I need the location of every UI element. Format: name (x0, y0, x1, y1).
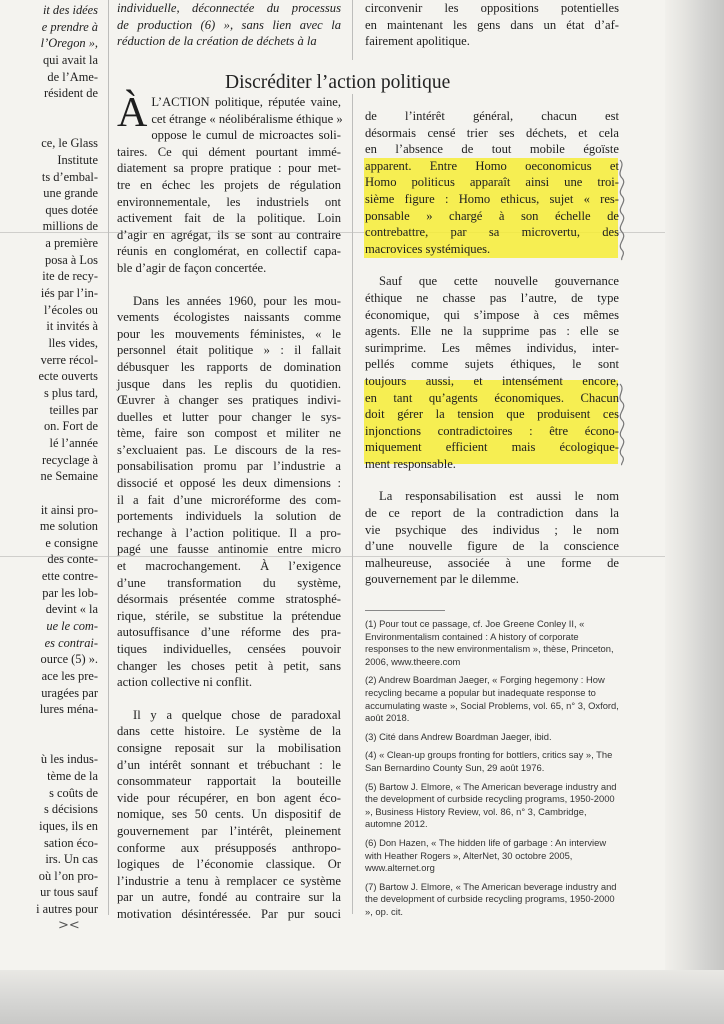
cut-text-line: es contrai- (44, 635, 98, 650)
cut-text-line: par les lob- (42, 585, 98, 600)
margin-squiggle-mark (614, 158, 630, 262)
text-line: de ce report de la contradiction dans la (365, 506, 619, 521)
paragraph-gap (117, 277, 341, 293)
text-line: d’un intérêt sonnant et trébuchant : le (117, 757, 341, 772)
left-cut-column (0, 0, 104, 920)
text-line: d’une nouvelle figure de la conscience (365, 539, 619, 554)
text-line: ble d’agir de façon concertée. (117, 260, 267, 275)
cut-text-line: des conte- (47, 552, 98, 567)
text-line: vie psychique des individus ; le nom (365, 522, 619, 537)
text-line: diatement sa propre pratique : pour met- (117, 161, 341, 176)
text-line: et macrochangement. À l’exigence (117, 559, 341, 574)
cut-text-line: ace les pre- (41, 669, 98, 683)
cut-text-line: irs. Un cas (45, 852, 98, 867)
text-line: vements écologistes naissants comme (117, 310, 341, 325)
cut-text-line: e prendre à (41, 19, 98, 34)
text-line: gouvernement par le dilemme. (365, 572, 519, 587)
text-line: nomique, ses 50 cents. Un dispositif de (117, 807, 341, 822)
text-line: motivation désintéressée. Par pur souci (117, 906, 341, 921)
footnote: (4) « Clean-up groups fronting for bottlers, critics say », The San Bernardino County Sun, 29 août 1976. (365, 749, 613, 773)
text-line: Œuvrer à changer ses pratiques indivi- (117, 393, 341, 408)
cut-text-line: it ainsi pro- (40, 502, 98, 517)
cut-text-line: uragées par (41, 685, 98, 700)
text-line: La responsabilisation est aussi le nom (379, 489, 619, 504)
text-line: gouvernement par l’intérêt, pleinement (117, 823, 341, 838)
text-line: d’agir en agrégat, ils se sont au contraire (117, 227, 341, 242)
cut-text-line: s décisions (43, 802, 98, 817)
cut-text-line: a première (45, 236, 98, 251)
text-line: surimprime. Les mêmes individus, inter- (365, 340, 619, 355)
text-line: toujours aussi, et intensément encore, (365, 373, 619, 388)
text-line: taires. Ce qui dément pourtant immé- (117, 144, 341, 159)
text-line: de production (6) », sans lien avec la (117, 17, 341, 32)
text-line: conforme aux présupposés anthropo- (117, 840, 341, 855)
cut-mark: >< (58, 918, 80, 933)
cut-text-line: ette contre- (41, 569, 98, 584)
footnote: (3) Cité dans Andrew Boardman Jaeger, ibid. (365, 730, 552, 742)
text-line: logiques de l’économie classique. Or (117, 857, 341, 872)
cut-text-line: iques, ils en (39, 818, 98, 833)
text-line: en maintenant les gens dans un état d’af- (365, 17, 619, 32)
footnote: (6) Don Hazen, « The hidden life of garbage : An interview with Heather Rogers », AlterNet, 30 octobre 2005, www.alternet.org (365, 836, 607, 874)
text-line: environnementale, les industriels ont (117, 194, 341, 209)
text-line: par un autre, fondé au contraire sur la (117, 890, 341, 905)
text-line: pagé une fausse antinomie entre micro (117, 542, 341, 557)
cut-text-line: teilles par (49, 402, 98, 417)
footnote: (2) Andrew Boardman Jaeger, « Forging hegemony : How recycling became a popular but inadequate response to accumulating waste », Social Problems, vol. 65, n° 3, Oxford, août 2018. (365, 674, 619, 724)
text-line: fairement apolitique. (365, 34, 470, 49)
text-line: injonctions contradictoires : être écono- (365, 423, 619, 438)
cut-text-line: ques dotée (45, 202, 98, 217)
text-line: d’une transformation du système, (117, 575, 341, 590)
text-line: il a fait d’une microréforme des com- (117, 492, 341, 507)
text-line: rechange à l’action politique. Il a pro- (117, 525, 341, 540)
cut-text-line: verre récol- (40, 352, 98, 367)
cut-text-line: millions de (42, 219, 98, 234)
paragraph-gap (117, 691, 341, 707)
text-line: miquement efficient mais écologique- (365, 440, 619, 455)
text-line: Dans les années 1960, pour les mou- (133, 293, 341, 308)
text-line: action collective ni conflit. (117, 675, 252, 690)
cut-text-line: l’écoles ou (43, 302, 98, 317)
text-line: activement fait de la politique. Loin (117, 211, 341, 226)
paragraph-gap (365, 257, 619, 273)
cut-text-line: sation éco- (43, 835, 98, 850)
cut-text-line: ur tous sauf (40, 885, 98, 900)
text-line: doit gérer la tension que produisent ces (365, 407, 619, 422)
cut-text-line: ite de recy- (42, 269, 98, 284)
text-line: l’industrie a tenu à remplacer ce système (117, 873, 341, 888)
text-line: tème, faire son compost et militer ne (117, 426, 341, 441)
text-line: personnel était politique » : il fallait (117, 343, 341, 358)
text-line: L’ACTION politique, réputée vaine, (151, 95, 341, 109)
text-line: macrovices systémiques. (365, 241, 491, 256)
text-line: dans cette histoire. Le système de la (117, 724, 341, 739)
text-line: dissocié et opposé les deux dimensions : (117, 476, 341, 491)
cut-text-line: tème de la (47, 768, 98, 783)
cut-text-line: lé l’année (49, 435, 98, 450)
cut-text-line: e consigne (45, 535, 98, 550)
text-line: individuelle, déconnectée du processus (117, 1, 341, 15)
footnote: (7) Bartow J. Elmore, « The American beverage industry and the development of curbside recycling programs, 1950-2000 », op. cit. (365, 880, 617, 917)
cut-text-line: ce, le Glass (41, 136, 98, 151)
drop-cap: À (117, 90, 148, 136)
cut-text-line: posa à Los (45, 252, 98, 267)
text-line: agents. Elle ne la supprime pas : elle se (365, 324, 619, 339)
column-rule (108, 0, 109, 915)
column-rule (352, 94, 353, 914)
text-line: débusquer les rapports de domination (117, 359, 341, 374)
cut-text-line: Institute (57, 152, 98, 167)
column-rule (352, 0, 353, 60)
text-line: tre en échec les projets de régulation (117, 177, 341, 192)
margin-squiggle-mark (614, 382, 630, 466)
cut-text-line: it invités à (46, 319, 98, 334)
cut-text-line: qui avait la (42, 52, 98, 67)
cut-text-line: ource (5) ». (40, 652, 98, 667)
text-line: rique, stérile, se substitue la prétendue (117, 608, 341, 623)
text-line: Il y a quelque chose de paradoxal (133, 707, 341, 722)
text-line: duelles et lutter pour changer le sys- (117, 409, 341, 424)
text-line: ment responsable. (365, 456, 456, 471)
text-line: sième figure : Homo ethicus, sujet « res- (365, 191, 619, 206)
text-line: vide pour récupérer, en bon agent éco- (117, 790, 341, 805)
text-line: cet étrange « néolibéralisme éthique » (151, 111, 343, 126)
cut-text-line: iés par l’in- (40, 286, 98, 301)
text-line: pellés comme sujets éthiques, le sont (365, 357, 619, 372)
cut-text-line: lles vides, (48, 336, 98, 350)
cut-text-line: it des idées (42, 3, 98, 17)
cut-text-line: résident de (43, 86, 98, 101)
text-line: en l’absence de tout mobile égoïste (365, 142, 619, 157)
text-line: consommateur rapportait la bouteille (117, 774, 341, 789)
text-line: éthique ne chasse pas l’autre, de type (365, 290, 619, 305)
text-line: oppose le cumul de microactes soli- (151, 128, 341, 143)
text-line: de l’intérêt général, chacun est (365, 109, 619, 123)
cut-text-line: recyclage à (41, 452, 98, 467)
cut-text-line: devint « la (45, 602, 98, 617)
middle-column (117, 90, 343, 923)
cut-text-line: me solution (39, 519, 98, 534)
text-line: ponsable » chargé à son échelle de (365, 208, 619, 223)
text-line: portements individuels la solution de (117, 509, 341, 524)
cut-text-line: lures ména- (39, 702, 98, 717)
text-line: changer les choses petit à petit, sans (117, 658, 341, 673)
text-line: malheureuse, associée à une forme de (365, 555, 619, 570)
right-column (365, 108, 619, 588)
text-line: réduction de la création de déchets à la (117, 34, 317, 49)
text-line: tiques individuelles, censées pouvoir (117, 642, 341, 656)
footnote-rule (365, 610, 445, 611)
cut-text-line: on. Fort de (43, 419, 98, 434)
text-line: contrebattre, par sa microvertu, des (365, 225, 619, 240)
top-middle-text (117, 0, 341, 50)
text-line: circonvenir les oppositions potentielles (365, 1, 619, 15)
scan-shadow-right (665, 0, 724, 1024)
text-line: Homo politicus apparaît ainsi une troi- (365, 175, 619, 190)
cut-text-line: l’Oregon », (40, 36, 98, 51)
text-line: consigne reposait sur la mobilisation (117, 740, 341, 755)
text-line: s’excluaient pas. Le discours de la res- (117, 442, 341, 457)
text-line: autosuffisance d’une réforme des pra- (117, 625, 341, 640)
footnote: (5) Bartow J. Elmore, « The American beverage industry and the development of curbside recycling programs, 1950-2000 », Business History Review, vol. 86, n° 3, Cambridge, automne 2012. (365, 780, 617, 830)
paragraph-gap (365, 472, 619, 488)
text-line: désormais censé trier ses déchets, et cela (365, 125, 619, 140)
text-line: ponsabilisation promu par l’industrie a (117, 459, 341, 474)
cut-text-line: ù les indus- (40, 752, 98, 767)
section-headline: Discréditer l’action politique (225, 72, 451, 93)
footnotes (365, 618, 619, 924)
text-line: pour les mouvements féministes, « le (117, 326, 341, 341)
cut-text-line: où l’on pro- (38, 868, 98, 883)
text-line: désormais présentée comme stratosphé- (117, 592, 341, 607)
cut-text-line: ue le com- (46, 619, 98, 634)
footnote: (1) Pour tout ce passage, cf. Joe Greene Conley II, « Environmentalism contained : A history of corporate responses to the new environmentalism », thèse, Princeton, 2006, www.theere.com (365, 618, 614, 667)
text-line: en tant qu’agents économiques. Chacun (365, 390, 619, 405)
cut-text-line: i autres pour (36, 902, 98, 917)
text-line: apparent. Entre Homo oeconomicus et (365, 158, 619, 173)
text-line: Sauf que cette nouvelle gouvernance (379, 274, 619, 289)
text-line: économique, qui s’impose à ces mêmes (365, 307, 619, 322)
cut-text-line: une grande (43, 186, 98, 201)
cut-text-line: de l’Ame- (47, 69, 98, 84)
cut-text-line: ne Semaine (40, 469, 98, 484)
cut-text-line: ts d’embal- (41, 169, 98, 184)
text-line: réunis en conglomérat, en collectif capa- (117, 244, 341, 259)
cut-text-line: s plus tard, (43, 385, 98, 400)
cut-text-line: s coûts de (49, 785, 98, 800)
text-line: jusque dans les replis du quotidien. (117, 376, 341, 391)
top-right-text (365, 0, 619, 50)
scan-shadow-bottom (0, 970, 724, 1024)
cut-text-line: ecte ouverts (38, 369, 98, 384)
